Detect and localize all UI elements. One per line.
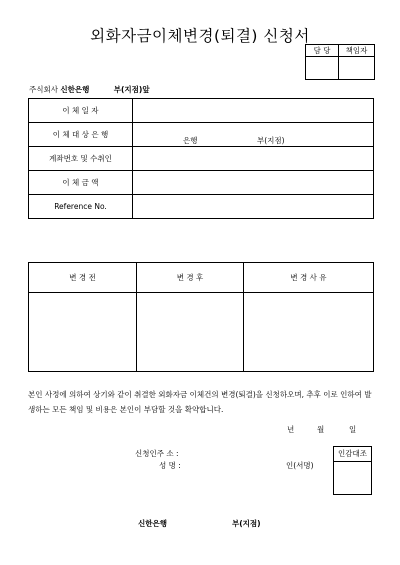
table-row <box>29 195 374 219</box>
table-row <box>29 171 374 195</box>
reference-label: Reference No. <box>29 195 133 219</box>
approval-staff-header: 담 당 <box>306 45 339 57</box>
amount-field[interactable] <box>133 171 374 195</box>
reference-field[interactable] <box>133 195 374 219</box>
change-reason-header: 변 경 사 유 <box>244 263 374 293</box>
account-field[interactable] <box>133 147 374 171</box>
change-table <box>28 262 374 372</box>
date-day: 일 <box>349 425 357 434</box>
company-prefix: 주식회사 <box>29 85 58 94</box>
target-branch-suffix: 부(지점) <box>257 136 285 145</box>
approval-staff-cell[interactable] <box>306 57 339 80</box>
target-bank-label: 이 체 대 상 은 행 <box>29 123 133 147</box>
applicant-signature: 인(서명) <box>286 461 314 470</box>
target-bank-field[interactable] <box>133 123 374 147</box>
before-change-header: 변 경 전 <box>29 263 137 293</box>
table-row <box>29 147 374 171</box>
applicant-address-label: 신청인주 소 : <box>135 449 179 458</box>
transfer-date-label: 이 체 일 자 <box>29 99 133 123</box>
after-change-field[interactable] <box>137 293 244 372</box>
company-line <box>29 84 150 95</box>
table-row <box>29 99 374 123</box>
company-branch: 부(지점)앞 <box>113 85 150 94</box>
approval-manager-cell[interactable] <box>339 57 375 80</box>
change-reason-field[interactable] <box>244 293 374 372</box>
seal-verification-area <box>334 462 371 494</box>
before-change-field[interactable] <box>29 293 137 372</box>
account-label: 계좌번호 및 수취인 <box>29 147 133 171</box>
transfer-date-field[interactable] <box>133 99 374 123</box>
target-bank-suffix: 은행 <box>183 136 198 145</box>
declaration-text: 본인 사정에 의하여 상기와 같이 취결한 외화자금 이체건의 변경(퇴결)을 신청하오며, 추후 이로 인하여 발생하는 모든 책임 및 비용은 본인이 부담할 것을 확약합니다. <box>28 390 372 414</box>
footer-branch: 부(지점) <box>232 519 261 528</box>
date-year: 년 <box>287 425 295 434</box>
approval-manager-header: 책임자 <box>339 45 375 57</box>
request-table <box>28 98 374 219</box>
seal-verification-label: 인감대조 <box>334 447 371 462</box>
amount-label: 이 체 금 액 <box>29 171 133 195</box>
form-title: 외화자금이체변경(퇴결) 신청서 <box>90 27 310 45</box>
date-month: 월 <box>317 425 325 434</box>
table-row <box>29 123 374 147</box>
company-bank: 신한은행 <box>60 85 90 94</box>
applicant-name-label: 성 명 : <box>159 461 181 470</box>
seal-verification-box[interactable] <box>333 446 372 495</box>
after-change-header: 변 경 후 <box>137 263 244 293</box>
approval-box <box>305 44 375 80</box>
footer-bank: 신한은행 <box>138 519 167 528</box>
